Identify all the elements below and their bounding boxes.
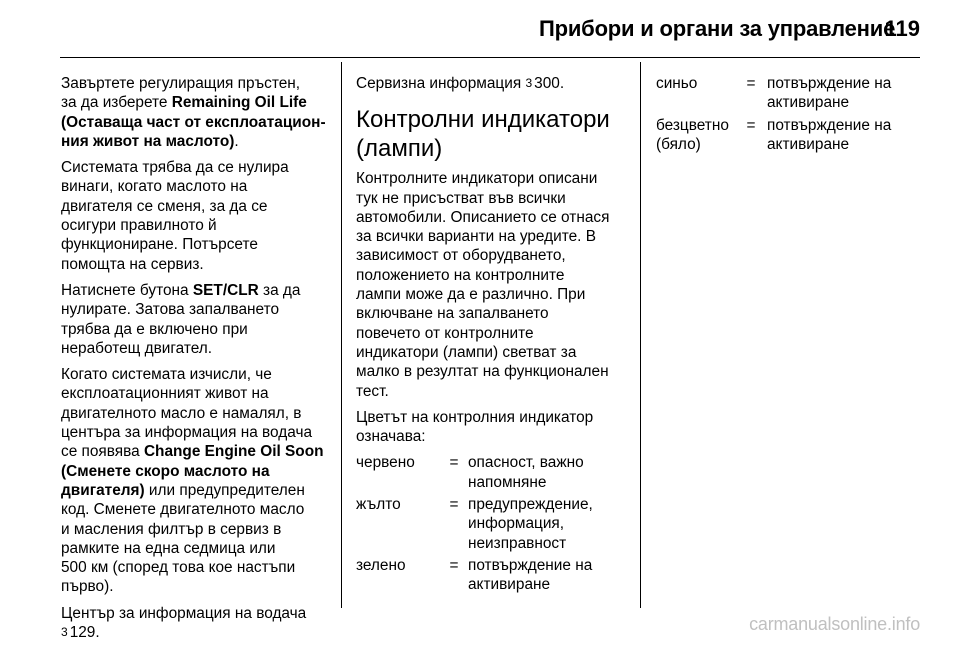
middle-column <box>356 74 632 598</box>
page-number: 119 <box>884 16 920 41</box>
paragraph-reset-system: Системата трябва да се нулира винаги, когато маслото на двигателя се сменя, за да се осигури правилното й функциониране. Потърсете помощта на сервиз. <box>61 159 289 273</box>
page-reference-arrow-icon: 3 <box>525 76 533 90</box>
paragraph-indicator-description: Контролните индикатори описани тук не присъстват във всички автомобили. Описанието се отнася за всички варианти на уредите. В зависимост от оборудването, положението на контролните лампи може да е различно. При включване на запалването повечето от контролните индикатори (лампи) светват за малко в резултат на функционален тест. <box>356 170 610 400</box>
section-heading: Контролни индикатори (лампи) <box>356 106 610 163</box>
watermark: carmanualsonline.info <box>749 614 920 634</box>
color-legend-row: червено = опасност, важно напомняне <box>356 454 584 491</box>
color-legend-list <box>356 453 632 594</box>
color-legend-row: зелено = потвърждение на активиране <box>356 556 593 594</box>
paragraph-driver-info-ref: Център за информация на водача 3 129. <box>61 604 307 642</box>
paragraph-color-meaning-intro: Цветът на контролния индикатор означава: <box>356 408 594 446</box>
column-divider-left <box>341 62 342 608</box>
page-title: Прибори и органи за управление <box>539 16 896 41</box>
column-divider-right <box>640 62 641 608</box>
page-reference-arrow-icon: 3 <box>61 625 68 640</box>
left-column <box>61 74 331 649</box>
service-info-reference: Сервизна информация 3 300. <box>356 75 565 92</box>
header-divider <box>60 57 920 58</box>
right-column <box>656 74 921 157</box>
color-legend-row: жълто = предупреждение, информация, неизправност <box>356 496 593 552</box>
paragraph-change-oil-soon: Когато системата изчисли, че експлоатационният живот на двигателното масло е намалял, в центъра за информация на водача се появява Change Engine Oil Soon (Сменете скоро маслото на двигателя) или предупредителен код. Сменете двигателното масло и масления филтър в сервиз в рамките на една седмица или 500 км (според това кое настъпи първо). <box>61 366 324 596</box>
color-legend-row: синьо = потвърждение на активиране <box>656 75 892 112</box>
paragraph-oil-life-select: Завъртете регулиращия пръстен, за да изберете Remaining Oil Life (Оставаща част от експлоатацион- ния живот на маслото). <box>61 75 326 150</box>
color-legend-row: безцветно (бяло) = потвърждение на активиране <box>656 116 892 153</box>
paragraph-set-clr: Натиснете бутона SET/CLR за да нулирате. Затова запалването трябва да е включено при неработещ двигател. <box>61 281 301 357</box>
